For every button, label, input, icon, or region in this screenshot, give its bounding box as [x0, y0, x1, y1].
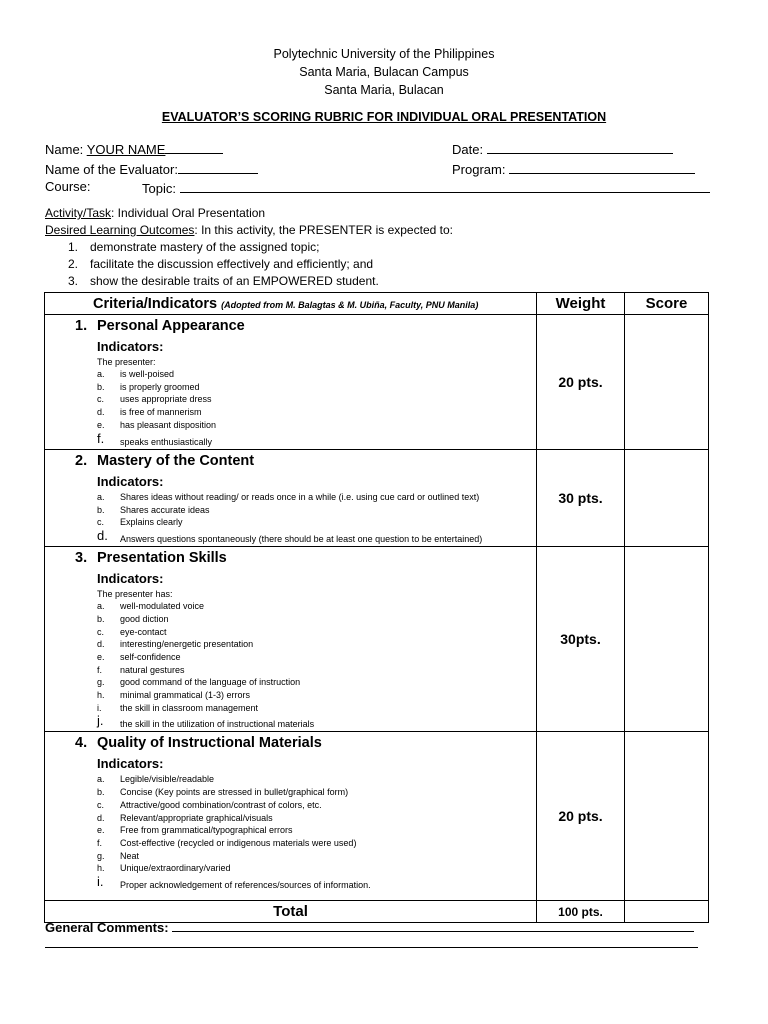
weight-header: Weight — [537, 293, 625, 315]
criterion-title — [75, 453, 536, 469]
indicator-letter: h. — [97, 690, 105, 701]
indicator-text: Neat — [120, 850, 140, 861]
course-field[interactable] — [45, 179, 91, 194]
indicator-text: Explains clearly — [120, 517, 183, 528]
outcome-number: 3. — [68, 274, 79, 288]
score-cell[interactable] — [625, 315, 709, 450]
date-label: Date: — [452, 142, 484, 157]
indicator-letter: d. — [97, 639, 105, 650]
program-label: Program: — [452, 162, 506, 177]
indicators-label: Indicators: — [97, 571, 164, 587]
evaluator-label: Name of the Evaluator: — [45, 162, 178, 177]
indicator-item — [97, 516, 536, 529]
indicator-text: the skill in classroom management — [120, 702, 259, 713]
indicator-text: is properly groomed — [120, 381, 200, 392]
indicator-text: good command of the language of instruction — [120, 677, 301, 688]
criteria-cell — [45, 315, 537, 450]
criteria-header-label: Criteria/Indicators — [93, 295, 218, 312]
outcomes-label: Desired Learning Outcomes — [45, 223, 195, 237]
indicators-lead: The presenter has: — [97, 589, 173, 600]
indicator-item — [97, 837, 536, 850]
criterion-number: 3. — [75, 550, 88, 567]
indicator-letter: e. — [97, 651, 105, 662]
indicator-item — [97, 600, 536, 613]
criterion-number: 2. — [75, 453, 88, 469]
indicator-text: Relevant/appropriate graphical/visuals — [120, 812, 273, 823]
indicator-text: Shares accurate ideas — [120, 504, 210, 515]
university-name: Polytechnic University of the Philippines — [273, 47, 495, 61]
indicator-text: Legible/visible/readable — [120, 774, 215, 785]
score-cell[interactable] — [625, 450, 709, 547]
indicator-item — [97, 638, 536, 651]
indicator-text: Concise (Key points are stressed in bullet/graphical form) — [120, 787, 349, 798]
indicator-item — [97, 406, 536, 419]
indicator-letter: b. — [97, 504, 105, 515]
indicator-item — [97, 799, 536, 812]
indicator-item — [97, 676, 536, 689]
comments-line-1 — [172, 918, 694, 932]
score-cell[interactable] — [625, 547, 709, 732]
criterion-title-text: Quality of Instructional Materials — [97, 735, 322, 752]
course-label: Course: — [45, 179, 91, 194]
indicator-item — [97, 393, 536, 406]
indicator-text: well-modulated voice — [120, 601, 205, 612]
indicator-item — [97, 824, 536, 837]
criterion-title — [75, 550, 536, 566]
indicators-label: Indicators: — [97, 339, 164, 354]
indicator-item — [97, 850, 536, 863]
indicator-letter: h. — [97, 863, 105, 874]
indicator-text: Proper acknowledgement of references/sources of information. — [120, 880, 371, 891]
outcome-item — [68, 240, 319, 254]
indicator-text: Cost-effective (recycled or indigenous materials were used) — [120, 837, 357, 848]
activity-label: Activity/Task — [45, 206, 112, 220]
rubric-table — [44, 292, 709, 923]
criterion-title — [75, 735, 536, 751]
learning-outcomes — [45, 223, 453, 237]
indicator-text: good diction — [120, 613, 169, 624]
indicator-item — [97, 626, 536, 639]
program-field[interactable] — [452, 160, 695, 177]
indicator-letter: b. — [97, 787, 105, 798]
weight-cell: 30 pts. — [537, 450, 625, 547]
name-line — [165, 140, 223, 154]
indicator-text: uses appropriate dress — [120, 394, 212, 405]
indicator-item — [97, 786, 536, 799]
indicator-letter: a. — [97, 601, 105, 612]
criteria-header — [45, 293, 537, 315]
indicator-letter: f. — [97, 664, 103, 675]
indicator-letter: i. — [97, 702, 102, 713]
indicator-item — [97, 368, 536, 381]
indicator-letter: i. — [97, 874, 104, 890]
weight-cell: 20 pts. — [537, 732, 625, 901]
name-label: Name: — [45, 142, 84, 157]
indicator-text: speaks enthusiastically — [120, 436, 213, 447]
indicator-letter: j. — [97, 713, 104, 729]
indicator-text: Free from grammatical/typographical errors — [120, 825, 293, 836]
indicator-letter: c. — [97, 626, 105, 637]
indicator-item — [97, 381, 536, 394]
indicator-text: eye-contact — [120, 626, 167, 637]
indicator-item — [97, 702, 536, 715]
comments-label: General Comments: — [45, 920, 169, 935]
outcome-text: demonstrate mastery of the assigned topic; — [90, 240, 320, 254]
date-field[interactable] — [452, 140, 673, 157]
indicator-letter: d. — [97, 407, 105, 418]
indicator-item — [97, 689, 536, 702]
indicator-list — [97, 491, 536, 546]
indicators-lead: The presenter: — [97, 357, 156, 367]
program-line — [509, 160, 695, 174]
indicator-letter: c. — [97, 799, 105, 810]
indicator-text: has pleasant disposition — [120, 419, 217, 430]
criteria-cell — [45, 450, 537, 547]
indicator-letter: b. — [97, 613, 105, 624]
indicator-letter: a. — [97, 492, 105, 502]
indicator-text: self-confidence — [120, 651, 181, 662]
rubric-row — [45, 732, 709, 901]
indicator-letter: c. — [97, 517, 105, 528]
indicator-letter: f. — [97, 430, 105, 446]
outcome-number: 1. — [68, 240, 79, 254]
indicator-letter: c. — [97, 394, 105, 405]
activity-value: : Individual Oral Presentation — [111, 206, 266, 220]
indicator-letter: a. — [97, 774, 105, 785]
criteria-source-note: (Adopted from M. Balagtas & M. Ubiña, Faculty, PNU Manila) — [221, 299, 479, 310]
campus-location: Santa Maria, Bulacan — [324, 83, 444, 97]
indicator-letter: b. — [97, 381, 105, 392]
indicator-letter: d. — [97, 812, 105, 823]
indicator-item — [97, 862, 536, 875]
indicator-letter: e. — [97, 419, 105, 430]
activity-task — [45, 206, 265, 220]
indicators-label: Indicators: — [97, 756, 164, 772]
indicator-item — [97, 773, 536, 786]
indicator-text: minimal grammatical (1-3) errors — [120, 690, 251, 701]
criterion-title — [75, 318, 536, 334]
indicator-item — [97, 875, 536, 892]
indicator-letter: g. — [97, 850, 105, 861]
rubric-row — [45, 450, 709, 547]
indicator-list — [97, 600, 536, 731]
indicator-item — [97, 714, 536, 731]
indicator-item — [97, 529, 536, 546]
indicator-text: is well-poised — [120, 369, 175, 379]
campus-name: Santa Maria, Bulacan Campus — [299, 65, 469, 79]
criterion-title-text: Mastery of the Content — [97, 453, 255, 469]
indicator-item — [97, 504, 536, 517]
indicator-letter: e. — [97, 825, 105, 836]
score-cell[interactable] — [625, 732, 709, 901]
indicator-text: Answers questions spontaneously (there should be at least one question to be entertained) — [120, 534, 483, 545]
indicator-list — [97, 773, 536, 892]
indicator-item — [97, 491, 536, 504]
indicator-item — [97, 812, 536, 825]
evaluator-field[interactable] — [45, 160, 258, 177]
comments-line-2[interactable] — [45, 947, 698, 948]
indicator-text: Attractive/good combination/contrast of colors, etc. — [120, 799, 322, 810]
indicator-item — [97, 432, 536, 449]
criterion-title-text: Personal Appearance — [97, 318, 245, 334]
total-label: Total — [45, 901, 537, 923]
outcome-text: show the desirable traits of an EMPOWERED student. — [90, 274, 379, 288]
topic-label: Topic: — [142, 181, 176, 196]
name-field[interactable] — [45, 140, 223, 157]
criteria-cell — [45, 732, 537, 901]
indicator-item — [97, 664, 536, 677]
table-header-row — [45, 293, 709, 315]
criterion-number: 4. — [75, 735, 88, 752]
topic-field[interactable] — [142, 179, 710, 196]
indicator-item — [97, 651, 536, 664]
indicator-letter: f. — [97, 837, 103, 848]
criterion-title-text: Presentation Skills — [97, 550, 227, 567]
rubric-row — [45, 315, 709, 450]
indicator-letter: g. — [97, 677, 105, 688]
document-title: EVALUATOR’S SCORING RUBRIC FOR INDIVIDUAL ORAL PRESENTATION — [161, 110, 607, 124]
outcome-item — [68, 274, 379, 288]
score-header: Score — [625, 293, 709, 315]
outcomes-intro: : In this activity, the PRESENTER is expected to: — [194, 223, 453, 237]
rubric-row — [45, 547, 709, 732]
indicator-text: the skill in the utilization of instructional materials — [120, 719, 315, 730]
indicator-text: interesting/energetic presentation — [120, 639, 254, 650]
outcome-text: facilitate the discussion effectively and efficiently; and — [90, 257, 374, 271]
weight-cell: 20 pts. — [537, 315, 625, 450]
criterion-number: 1. — [75, 318, 88, 334]
indicators-label: Indicators: — [97, 474, 164, 489]
evaluator-line — [178, 160, 258, 174]
indicator-text: Shares ideas without reading/ or reads once in a while (i.e. using cue card or outlined text) — [120, 492, 480, 502]
outcome-item — [68, 257, 373, 271]
topic-line — [180, 179, 710, 193]
indicator-text: natural gestures — [120, 664, 185, 675]
weight-cell: 30pts. — [537, 547, 625, 732]
indicator-item — [97, 419, 536, 432]
indicator-list — [97, 368, 536, 449]
indicator-item — [97, 613, 536, 626]
outcome-number: 2. — [68, 257, 79, 271]
date-line — [487, 140, 673, 154]
name-value: YOUR NAME — [86, 142, 166, 157]
indicator-letter: d. — [97, 528, 108, 544]
indicator-text: Unique/extraordinary/varied — [120, 863, 231, 874]
indicator-letter: a. — [97, 369, 105, 379]
indicator-text: is free of mannerism — [120, 407, 202, 418]
general-comments[interactable] — [45, 918, 694, 935]
total-weight: 100 pts. — [537, 901, 625, 923]
criteria-cell — [45, 547, 537, 732]
